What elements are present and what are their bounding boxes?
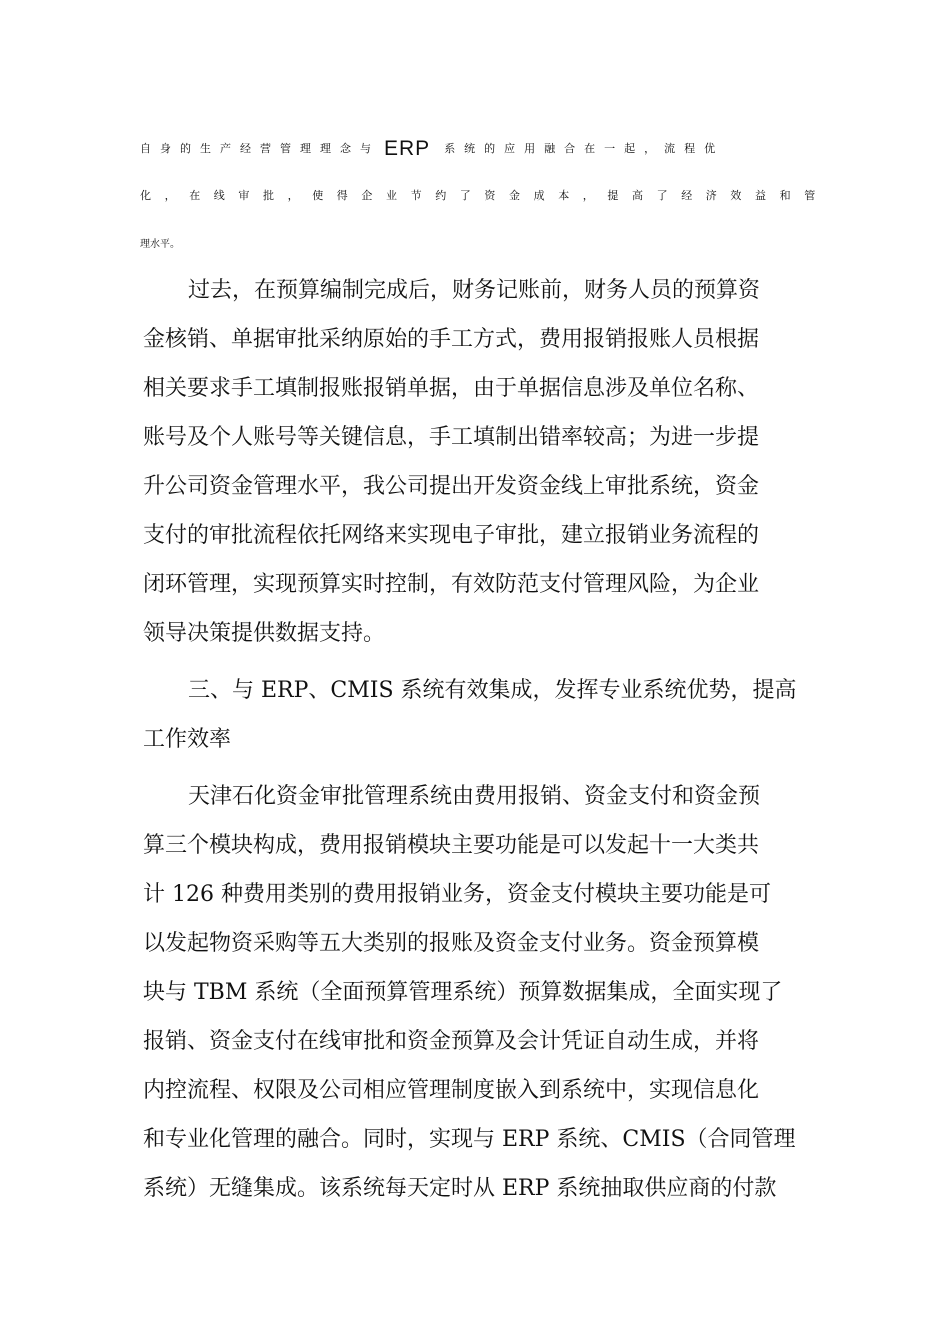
para1-line: 领导决策提供数据支持。 [143,621,386,646]
para2-line: 内控流程、权限及公司相应管理制度嵌入到系统中，实现信息化 [143,1078,760,1103]
para2-line: 块与 TBM 系统（全面预算管理系统）预算数据集成，全面实现了 [143,980,783,1005]
para2-line: 和专业化管理的融合。同时，实现与 ERP 系统、CMIS（合同管理 [143,1127,796,1152]
section-heading-line: 工作效率 [143,727,232,752]
para1-line: 金核销、单据审批采纳原始的手工方式，费用报销报账人员根据 [143,327,760,352]
para1-line: 过去，在预算编制完成后，财务记账前，财务人员的预算资 [188,278,761,303]
top-line-2: 化，在线审批，使得企业节约了资金成本，提高了经济效益和管 [140,189,829,202]
para2-line: 算三个模块构成，费用报销模块主要功能是可以发起十一大类共 [143,833,760,858]
top-line-1-erp: ERP [384,137,431,160]
para1-line: 升公司资金管理水平，我公司提出开发资金线上审批系统，资金 [143,474,760,499]
para1-line: 相关要求手工填制报账报销单据，由于单据信息涉及单位名称、 [143,376,760,401]
para2-line: 报销、资金支付在线审批和资金预算及会计凭证自动生成，并将 [143,1029,760,1054]
para1-line: 闭环管理，实现预算实时控制，有效防范支付管理风险，为企业 [143,572,760,597]
para1-line: 账号及个人账号等关键信息，手工填制出错率较高；为进一步提 [143,425,760,450]
para2-line: 计 126 种费用类别的费用报销业务，资金支付模块主要功能是可 [143,882,771,907]
top-line-1-text-b: 系统的应用融合在一起，流程优 [444,142,725,155]
para2-line: 以发起物资采购等五大类别的报账及资金支付业务。资金预算模 [143,931,760,956]
para2-line: 天津石化资金审批管理系统由费用报销、资金支付和资金预 [188,784,761,809]
top-line-1-text-a: 自身的生产经营管理理念与 [140,142,380,155]
para2-line: 系统）无缝集成。该系统每天定时从 ERP 系统抽取供应商的付款 [143,1176,777,1201]
section-heading-line: 三、与 ERP、CMIS 系统有效集成，发挥专业系统优势，提高 [188,678,797,703]
top-line-3: 理水平。 [140,239,180,250]
para1-line: 支付的审批流程依托网络来实现电子审批，建立报销业务流程的 [143,523,760,548]
top-line-1 [140,137,820,161]
